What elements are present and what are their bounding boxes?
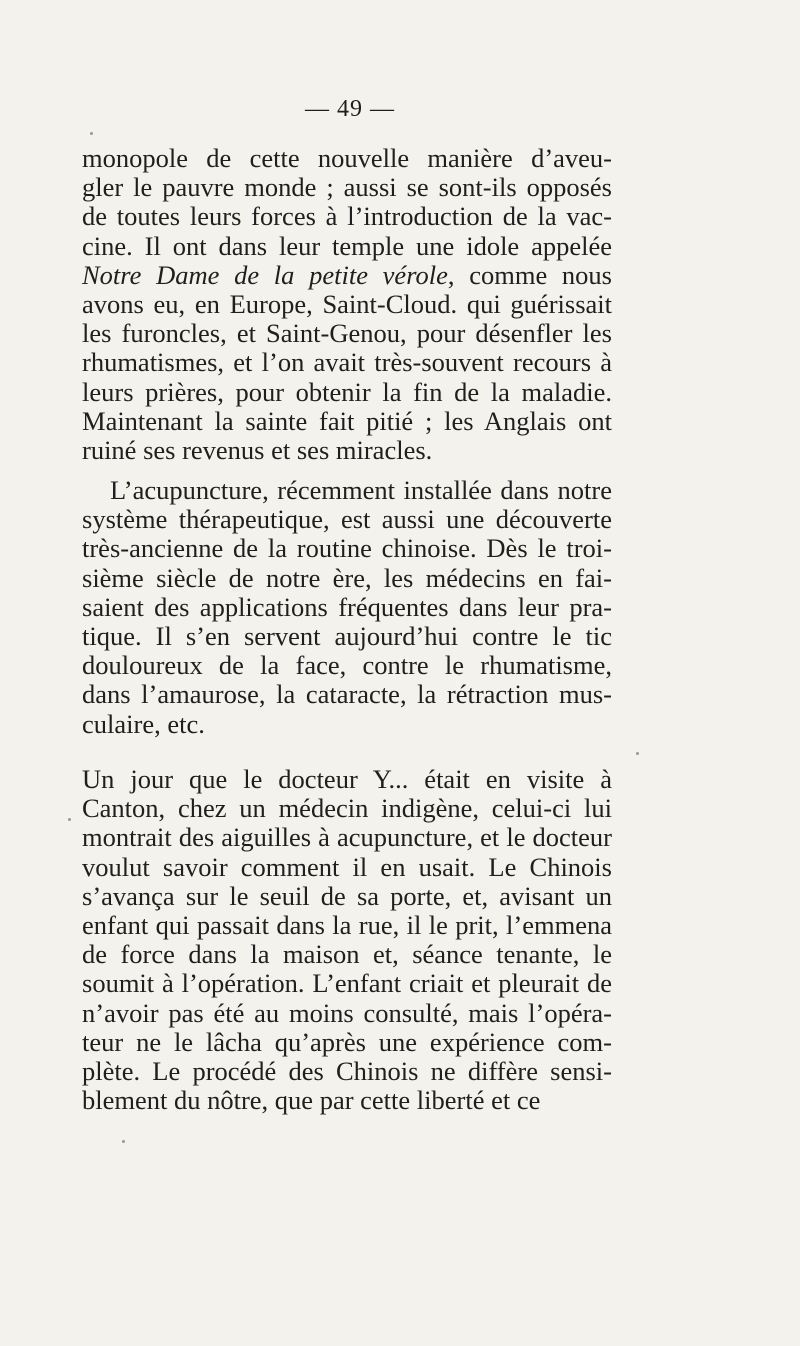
text-line: de toutes leurs forces à l’introduction de la vac- <box>82 201 612 232</box>
text-line: Un jour que le docteur Y... était en visite à <box>82 764 612 794</box>
text-line: blement du nôtre, que par cette liberté et ce <box>82 1085 541 1116</box>
text-line: saient des applications fréquentes dans leur pra- <box>82 591 612 622</box>
text-line: teur ne le lâcha qu’après une expérience com- <box>82 1026 612 1057</box>
italic-phrase: Notre Dame de la petite vérole <box>82 259 448 290</box>
text-line: douloureux de la face, contre le rhumatisme, <box>82 650 612 681</box>
text-line: enfant qui passait dans la rue, il le prit, l’emmena <box>82 909 612 940</box>
text-line: culaire, etc. <box>82 708 205 739</box>
text-line: L’acupuncture, récemment installée dans notre <box>110 475 612 505</box>
text-line: très-ancienne de la routine chinoise. Dès le troi- <box>82 533 612 564</box>
paragraph-2 <box>82 476 612 739</box>
text-line: monopole de cette nouvelle manière d’aveu- <box>82 143 612 173</box>
text-line <box>82 261 612 290</box>
text-line: n’avoir pas été au moins consulté, mais l’opéra- <box>82 997 612 1028</box>
text-line: de force dans la maison et, séance tenante, le <box>82 939 612 970</box>
paper-speck <box>90 132 93 135</box>
text-line: gler le pauvre monde ; aussi se sont-ils opposés <box>82 172 612 203</box>
text-line: cine. Il ont dans leur temple une idole appelée <box>82 230 612 261</box>
text-line: tique. Il s’en servent aujourd’hui contre le tic <box>82 620 612 651</box>
text-line: les furoncles, et Saint-Genou, pour désenfler les <box>82 318 612 349</box>
text-line: dans l’amaurose, la cataracte, la rétraction mus- <box>82 679 612 710</box>
text-line: montrait des aiguilles à acupuncture, et le docteur <box>82 822 612 853</box>
text-line: système thérapeutique, est aussi une découverte <box>82 504 612 535</box>
paper-speck <box>68 818 71 821</box>
text-line: s’avança sur le seuil de sa porte, et, avisant un <box>82 880 612 911</box>
text-line: rhumatismes, et l’on avait très-souvent recours à <box>82 347 612 378</box>
text-line: Maintenant la sainte fait pitié ; les Anglais ont <box>82 405 612 436</box>
text-line: Canton, chez un médecin indigène, celui-ci lui <box>82 793 612 824</box>
text-segment: , comme nous <box>447 259 612 290</box>
text-line: leurs prières, pour obtenir la fin de la maladie. <box>82 376 612 407</box>
paper-speck <box>122 1140 125 1143</box>
page-number: — 49 — <box>305 96 395 122</box>
paragraph-1 <box>82 144 612 465</box>
text-line: ruiné ses revenus et ses miracles. <box>82 434 433 465</box>
text-line: voulut savoir comment il en usait. Le Chinois <box>82 851 612 882</box>
text-line: sième siècle de notre ère, les médecins en fai- <box>82 562 612 593</box>
text-line: soumit à l’opération. L’enfant criait et pleurait de <box>82 968 612 999</box>
text-line: avons eu, en Europe, Saint-Cloud. qui guérissait <box>82 288 612 319</box>
paragraph-3 <box>82 765 612 1115</box>
paper-speck <box>636 752 639 755</box>
text-line: plète. Le procédé des Chinois ne diffère sensi- <box>82 1055 612 1086</box>
